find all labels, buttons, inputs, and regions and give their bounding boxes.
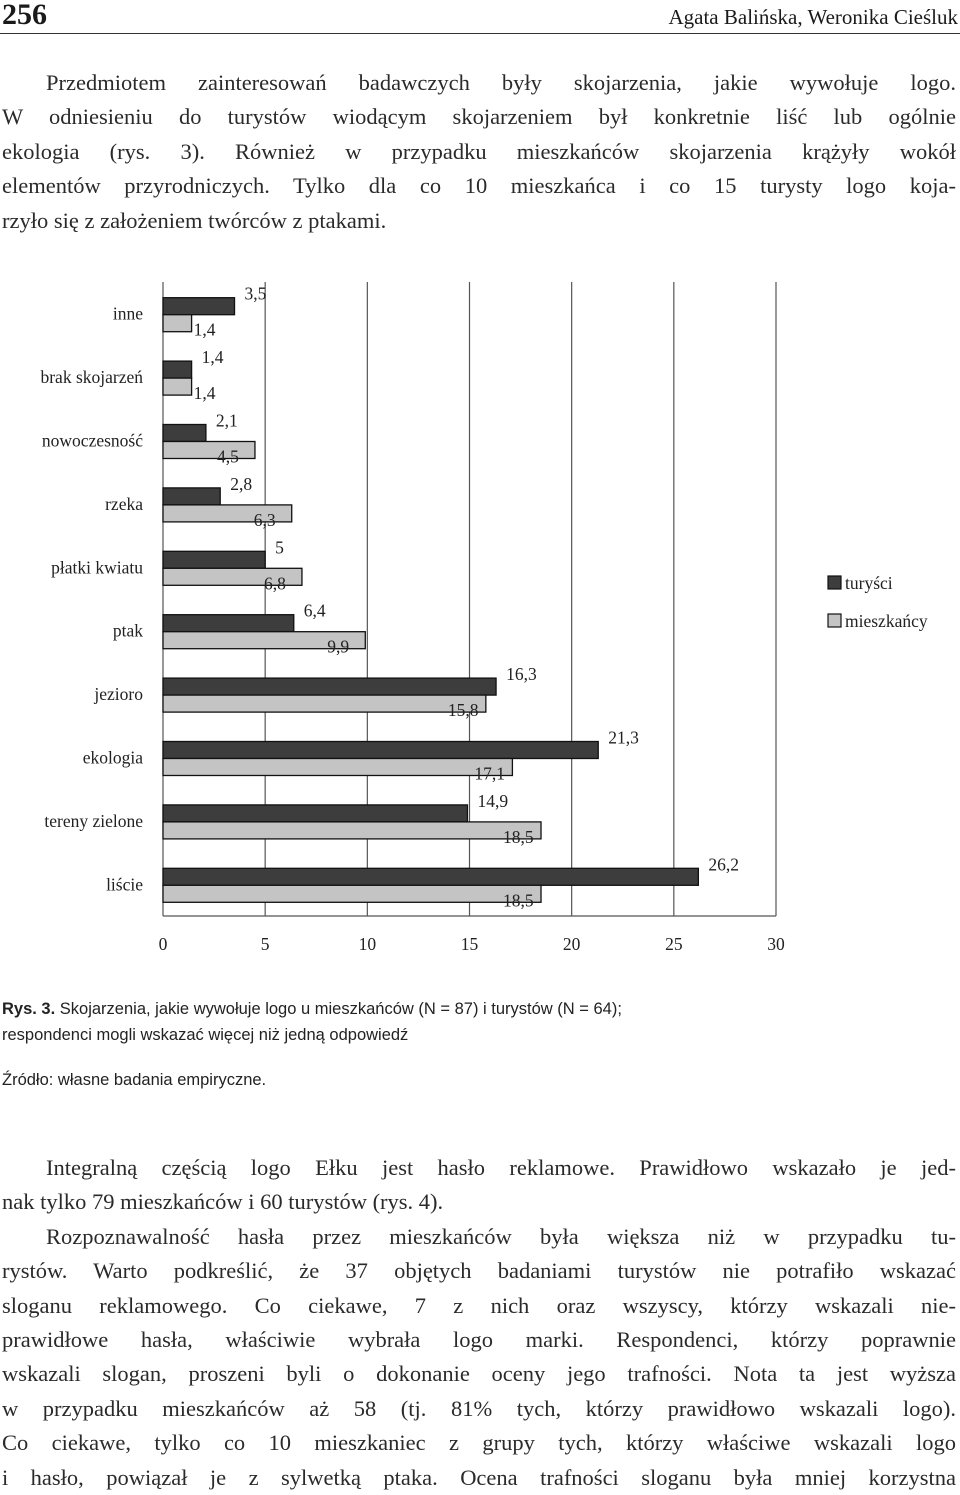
text-line: sloganu reklamowego. Co ciekawe, 7 z nich oraz wszyscy, którzy wskazali nie- xyxy=(2,1292,956,1318)
category-label: ekologia xyxy=(82,747,143,768)
x-tick-label: 0 xyxy=(158,934,168,954)
category-label: liście xyxy=(106,874,143,895)
caption-text-line1: Skojarzenia, jakie wywołuje logo u mieszkańców (N = 87) i turystów (N = 64); xyxy=(55,1000,622,1018)
data-label: 6,3 xyxy=(253,509,276,530)
bar-mieszkancy xyxy=(163,822,541,839)
data-label: 21,3 xyxy=(608,727,639,748)
text-line: Co ciekawe, tylko co 10 mieszkaniec z grupy tych, którzy właściwe wskazali logo xyxy=(2,1430,956,1456)
data-label: 4,5 xyxy=(216,446,239,467)
data-label: 17,1 xyxy=(474,763,506,784)
data-label: 1,4 xyxy=(193,319,216,340)
bar-turysci xyxy=(163,425,206,442)
category-label: nowoczesność xyxy=(41,430,143,451)
text-line: nak tylko 79 mieszkańców i 60 turystów (rys. 4). xyxy=(2,1189,444,1215)
data-label: 26,2 xyxy=(708,854,739,875)
data-label: 2,1 xyxy=(215,410,238,431)
bar-turysci xyxy=(163,488,220,505)
data-label: 1,4 xyxy=(201,347,224,368)
data-label: 1,4 xyxy=(193,383,216,404)
bar-mieszkancy xyxy=(163,885,541,902)
text-line: Przedmiotem zainteresowań badawczych były skojarzenia, jakie wywołuje logo. xyxy=(46,70,956,95)
data-label: 3,5 xyxy=(244,283,267,304)
data-label: 14,9 xyxy=(477,790,509,811)
bar-turysci xyxy=(163,298,235,315)
data-label: 9,9 xyxy=(327,636,350,657)
legend-swatch xyxy=(828,614,841,627)
bar-mieszkancy xyxy=(163,695,486,712)
bar-turysci xyxy=(163,868,698,885)
data-label: 16,3 xyxy=(506,664,537,685)
text-line: elementów przyrodniczych. Tylko dla co 10 mieszkańca i co 15 turysty logo koja- xyxy=(2,173,956,199)
data-label: 6,8 xyxy=(263,573,286,594)
text-line: W odniesieniu do turystów wiodącym skojarzeniem był konkretnie liść lub ogólnie xyxy=(2,104,956,130)
data-label: 18,5 xyxy=(503,890,534,911)
bar-mieszkancy xyxy=(163,442,255,459)
bar-turysci xyxy=(163,551,265,568)
header-rule xyxy=(0,33,960,34)
category-label: inne xyxy=(112,303,143,324)
category-label: ptak xyxy=(112,620,143,641)
x-tick-label: 5 xyxy=(260,934,270,954)
bar-mieszkancy xyxy=(163,378,192,395)
bar-turysci xyxy=(163,615,294,632)
text-line: prawidłowe hasła, właściwie wybrała logo marki. Respondenci, którzy poprawnie xyxy=(2,1327,956,1353)
legend-swatch xyxy=(828,576,841,589)
bar-turysci xyxy=(163,805,467,822)
text-line: Rozpoznawalność hasła przez mieszkańców była większa niż w przypadku tu- xyxy=(46,1223,956,1249)
page-number: 256 xyxy=(2,0,47,31)
x-tick-label: 10 xyxy=(358,934,377,954)
text-line: i hasło, powiązał je z sylwetką ptaka. Ocena trafności sloganu była mniej korzystna xyxy=(2,1464,956,1490)
data-label: 18,5 xyxy=(503,826,534,847)
text-line: rystów. Warto podkreślić, że 37 objętych badaniami turystów nie potrafiło wskazać xyxy=(2,1258,956,1284)
data-label: 5 xyxy=(275,537,284,558)
x-tick-label: 15 xyxy=(460,934,479,954)
data-label: 2,8 xyxy=(230,473,253,494)
data-label: 15,8 xyxy=(447,700,479,721)
x-tick-label: 30 xyxy=(767,934,785,954)
figure-caption xyxy=(2,996,952,1048)
category-label: płatki kwiatu xyxy=(51,557,143,578)
legend-label: turyści xyxy=(845,573,893,593)
legend-label: mieszkańcy xyxy=(845,611,928,631)
bar-chart xyxy=(0,270,960,970)
category-label: brak skojarzeń xyxy=(40,367,143,388)
bar-turysci xyxy=(163,742,598,759)
category-label: rzeka xyxy=(105,493,143,514)
page-header xyxy=(0,0,960,34)
body-paragraph xyxy=(2,1151,956,1495)
text-line: Integralną częścią logo Ełku jest hasło reklamowe. Prawidłowo wskazało je jed- xyxy=(46,1155,956,1180)
category-label: jezioro xyxy=(94,684,143,705)
x-tick-label: 25 xyxy=(665,934,683,954)
caption-text-line2: respondenci mogli wskazać więcej niż jedną odpowiedź xyxy=(2,1026,409,1044)
text-line: ekologia (rys. 3). Również w przypadku mieszkańców skojarzenia krążyły wokół xyxy=(2,138,956,164)
bar-mieszkancy xyxy=(163,759,512,776)
caption-label: Rys. 3. xyxy=(2,1000,56,1018)
text-line: rzyło się z założeniem twórców z ptakami. xyxy=(2,207,387,233)
intro-paragraph xyxy=(2,66,956,238)
text-line: w przypadku mieszkańców aż 58 (tj. 81% tych, którzy prawidłowo wskazali logo). xyxy=(2,1395,956,1421)
chart-bars xyxy=(163,298,698,903)
x-tick-label: 20 xyxy=(562,934,581,954)
chart-legend xyxy=(828,573,928,631)
running-head: Agata Balińska, Weronika Cieśluk xyxy=(668,5,958,29)
text-line: wskazali slogan, proszeni byli o dokonanie oceny jego trafności. Nota ta jest wyższa xyxy=(2,1361,956,1387)
bar-turysci xyxy=(163,361,192,378)
bar-turysci xyxy=(163,678,496,695)
figure-source: Źródło: własne badania empiryczne. xyxy=(2,1071,267,1089)
category-label: tereny zielone xyxy=(44,810,143,831)
bar-mieszkancy xyxy=(163,315,192,332)
data-label: 6,4 xyxy=(303,600,326,621)
